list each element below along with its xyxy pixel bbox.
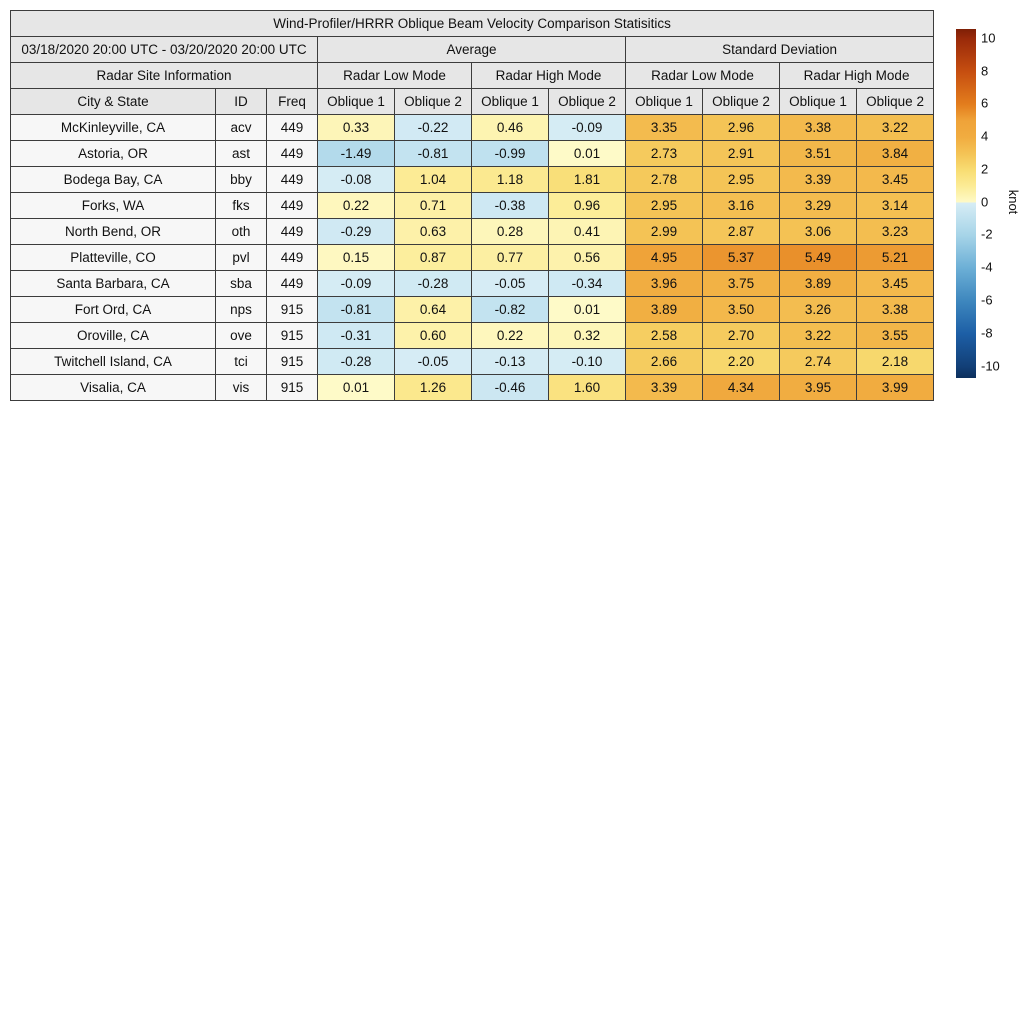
- col-oblique2: Oblique 2: [395, 89, 472, 115]
- value-cell: 2.18: [857, 349, 934, 375]
- value-cell: -0.31: [318, 323, 395, 349]
- value-cell: 3.96: [626, 271, 703, 297]
- value-cell: 3.06: [780, 219, 857, 245]
- table-row: [11, 115, 934, 141]
- col-id: ID: [216, 89, 267, 115]
- site-id-cell: bby: [216, 167, 267, 193]
- table-row: [11, 141, 934, 167]
- city-cell: Platteville, CO: [11, 245, 216, 271]
- value-cell: 0.01: [318, 375, 395, 401]
- value-cell: 2.70: [703, 323, 780, 349]
- value-cell: 2.20: [703, 349, 780, 375]
- freq-cell: 449: [267, 193, 318, 219]
- colorbar-unit-label: knot: [1005, 189, 1021, 214]
- stats-table: [10, 10, 934, 401]
- col-oblique2: Oblique 2: [703, 89, 780, 115]
- site-id-cell: sba: [216, 271, 267, 297]
- colorbar-tick-label: -6: [981, 292, 993, 308]
- value-cell: 1.60: [549, 375, 626, 401]
- value-cell: 0.41: [549, 219, 626, 245]
- value-cell: 0.46: [472, 115, 549, 141]
- value-cell: 3.39: [780, 167, 857, 193]
- freq-cell: 915: [267, 297, 318, 323]
- value-cell: 5.49: [780, 245, 857, 271]
- group-stddev-header: Standard Deviation: [626, 37, 934, 63]
- value-cell: 2.73: [626, 141, 703, 167]
- value-cell: 0.01: [549, 297, 626, 323]
- colorbar: [955, 28, 1024, 377]
- city-cell: Visalia, CA: [11, 375, 216, 401]
- value-cell: -0.46: [472, 375, 549, 401]
- value-cell: -0.99: [472, 141, 549, 167]
- value-cell: 1.81: [549, 167, 626, 193]
- city-cell: North Bend, OR: [11, 219, 216, 245]
- freq-cell: 449: [267, 141, 318, 167]
- col-oblique1: Oblique 1: [318, 89, 395, 115]
- value-cell: 1.26: [395, 375, 472, 401]
- value-cell: 3.45: [857, 167, 934, 193]
- col-freq: Freq: [267, 89, 318, 115]
- value-cell: -0.81: [395, 141, 472, 167]
- value-cell: -0.38: [472, 193, 549, 219]
- table-row: [11, 323, 934, 349]
- group-average-header: Average: [318, 37, 626, 63]
- std-low-mode-header: Radar Low Mode: [626, 63, 780, 89]
- value-cell: 3.22: [780, 323, 857, 349]
- table-row: [11, 271, 934, 297]
- site-id-cell: oth: [216, 219, 267, 245]
- value-cell: 0.28: [472, 219, 549, 245]
- value-cell: 3.38: [780, 115, 857, 141]
- value-cell: 0.64: [395, 297, 472, 323]
- site-id-cell: tci: [216, 349, 267, 375]
- value-cell: 2.95: [703, 167, 780, 193]
- value-cell: 2.95: [626, 193, 703, 219]
- value-cell: 1.18: [472, 167, 549, 193]
- table-row: [11, 219, 934, 245]
- colorbar-tick-label: -10: [981, 358, 1000, 374]
- value-cell: 3.50: [703, 297, 780, 323]
- value-cell: 1.04: [395, 167, 472, 193]
- value-cell: -0.05: [472, 271, 549, 297]
- value-cell: 4.34: [703, 375, 780, 401]
- value-cell: 3.51: [780, 141, 857, 167]
- value-cell: 3.26: [780, 297, 857, 323]
- value-cell: 3.99: [857, 375, 934, 401]
- value-cell: 3.14: [857, 193, 934, 219]
- value-cell: 3.29: [780, 193, 857, 219]
- value-cell: 2.78: [626, 167, 703, 193]
- value-cell: -0.09: [549, 115, 626, 141]
- value-cell: 0.01: [549, 141, 626, 167]
- value-cell: 3.35: [626, 115, 703, 141]
- value-cell: 2.74: [780, 349, 857, 375]
- colorbar-tick-label: 2: [981, 161, 989, 177]
- table-body: [11, 115, 934, 401]
- value-cell: 4.95: [626, 245, 703, 271]
- value-cell: -0.82: [472, 297, 549, 323]
- col-oblique2: Oblique 2: [549, 89, 626, 115]
- table-row: [11, 375, 934, 401]
- value-cell: 2.58: [626, 323, 703, 349]
- table-row: [11, 297, 934, 323]
- title-row: [11, 11, 934, 37]
- value-cell: -0.28: [395, 271, 472, 297]
- value-cell: 0.33: [318, 115, 395, 141]
- city-cell: Forks, WA: [11, 193, 216, 219]
- value-cell: -0.13: [472, 349, 549, 375]
- value-cell: 0.32: [549, 323, 626, 349]
- freq-cell: 449: [267, 219, 318, 245]
- value-cell: 0.22: [318, 193, 395, 219]
- colorbar-tick-label: -2: [981, 226, 993, 242]
- city-cell: McKinleyville, CA: [11, 115, 216, 141]
- value-cell: 2.91: [703, 141, 780, 167]
- value-cell: -0.22: [395, 115, 472, 141]
- value-cell: 0.22: [472, 323, 549, 349]
- value-cell: 3.16: [703, 193, 780, 219]
- value-cell: 5.37: [703, 245, 780, 271]
- col-oblique1: Oblique 1: [626, 89, 703, 115]
- value-cell: 2.87: [703, 219, 780, 245]
- table-row: [11, 245, 934, 271]
- colorbar-tick-label: -8: [981, 325, 993, 341]
- site-id-cell: acv: [216, 115, 267, 141]
- site-id-cell: vis: [216, 375, 267, 401]
- value-cell: 3.75: [703, 271, 780, 297]
- value-cell: 3.84: [857, 141, 934, 167]
- value-cell: -0.81: [318, 297, 395, 323]
- value-cell: 3.38: [857, 297, 934, 323]
- freq-cell: 915: [267, 349, 318, 375]
- value-cell: 0.77: [472, 245, 549, 271]
- value-cell: -0.29: [318, 219, 395, 245]
- site-id-cell: ove: [216, 323, 267, 349]
- colorbar-gradient: [955, 28, 977, 379]
- colorbar-tick-label: 8: [981, 63, 989, 79]
- value-cell: -0.10: [549, 349, 626, 375]
- value-cell: 3.22: [857, 115, 934, 141]
- table-row: [11, 167, 934, 193]
- date-range: 03/18/2020 20:00 UTC - 03/20/2020 20:00 UTC: [11, 37, 318, 63]
- value-cell: 0.15: [318, 245, 395, 271]
- value-cell: 3.95: [780, 375, 857, 401]
- value-cell: 0.87: [395, 245, 472, 271]
- site-id-cell: ast: [216, 141, 267, 167]
- col-oblique1: Oblique 1: [472, 89, 549, 115]
- value-cell: 0.71: [395, 193, 472, 219]
- freq-cell: 915: [267, 323, 318, 349]
- value-cell: 3.89: [780, 271, 857, 297]
- freq-cell: 915: [267, 375, 318, 401]
- freq-cell: 449: [267, 115, 318, 141]
- value-cell: 3.23: [857, 219, 934, 245]
- site-id-cell: fks: [216, 193, 267, 219]
- colorbar-tick-label: 0: [981, 194, 989, 210]
- city-cell: Santa Barbara, CA: [11, 271, 216, 297]
- value-cell: 5.21: [857, 245, 934, 271]
- value-cell: 3.89: [626, 297, 703, 323]
- city-cell: Bodega Bay, CA: [11, 167, 216, 193]
- site-id-cell: pvl: [216, 245, 267, 271]
- city-cell: Oroville, CA: [11, 323, 216, 349]
- value-cell: -0.28: [318, 349, 395, 375]
- col-oblique2: Oblique 2: [857, 89, 934, 115]
- value-cell: 3.45: [857, 271, 934, 297]
- value-cell: 2.99: [626, 219, 703, 245]
- value-cell: 0.96: [549, 193, 626, 219]
- value-cell: -0.05: [395, 349, 472, 375]
- value-cell: 0.63: [395, 219, 472, 245]
- value-cell: 2.66: [626, 349, 703, 375]
- value-cell: 3.55: [857, 323, 934, 349]
- freq-cell: 449: [267, 271, 318, 297]
- column-header-row: [11, 89, 934, 115]
- col-city-state: City & State: [11, 89, 216, 115]
- freq-cell: 449: [267, 245, 318, 271]
- avg-high-mode-header: Radar High Mode: [472, 63, 626, 89]
- mode-header-row: [11, 63, 934, 89]
- city-cell: Twitchell Island, CA: [11, 349, 216, 375]
- avg-low-mode-header: Radar Low Mode: [318, 63, 472, 89]
- table-row: [11, 193, 934, 219]
- site-info-header: Radar Site Information: [11, 63, 318, 89]
- value-cell: -0.08: [318, 167, 395, 193]
- group-header-row: [11, 37, 934, 63]
- value-cell: 2.96: [703, 115, 780, 141]
- value-cell: 0.56: [549, 245, 626, 271]
- city-cell: Astoria, OR: [11, 141, 216, 167]
- value-cell: -0.34: [549, 271, 626, 297]
- city-cell: Fort Ord, CA: [11, 297, 216, 323]
- table-header: [11, 11, 934, 115]
- col-oblique1: Oblique 1: [780, 89, 857, 115]
- chart-title: Wind-Profiler/HRRR Oblique Beam Velocity Comparison Statisitics: [11, 11, 934, 37]
- colorbar-tick-label: -4: [981, 259, 993, 275]
- value-cell: -1.49: [318, 141, 395, 167]
- value-cell: -0.09: [318, 271, 395, 297]
- std-high-mode-header: Radar High Mode: [780, 63, 934, 89]
- freq-cell: 449: [267, 167, 318, 193]
- table-row: [11, 349, 934, 375]
- value-cell: 3.39: [626, 375, 703, 401]
- site-id-cell: nps: [216, 297, 267, 323]
- colorbar-tick-label: 6: [981, 95, 989, 111]
- colorbar-tick-label: 4: [981, 128, 989, 144]
- value-cell: 0.60: [395, 323, 472, 349]
- colorbar-tick-label: 10: [981, 30, 996, 46]
